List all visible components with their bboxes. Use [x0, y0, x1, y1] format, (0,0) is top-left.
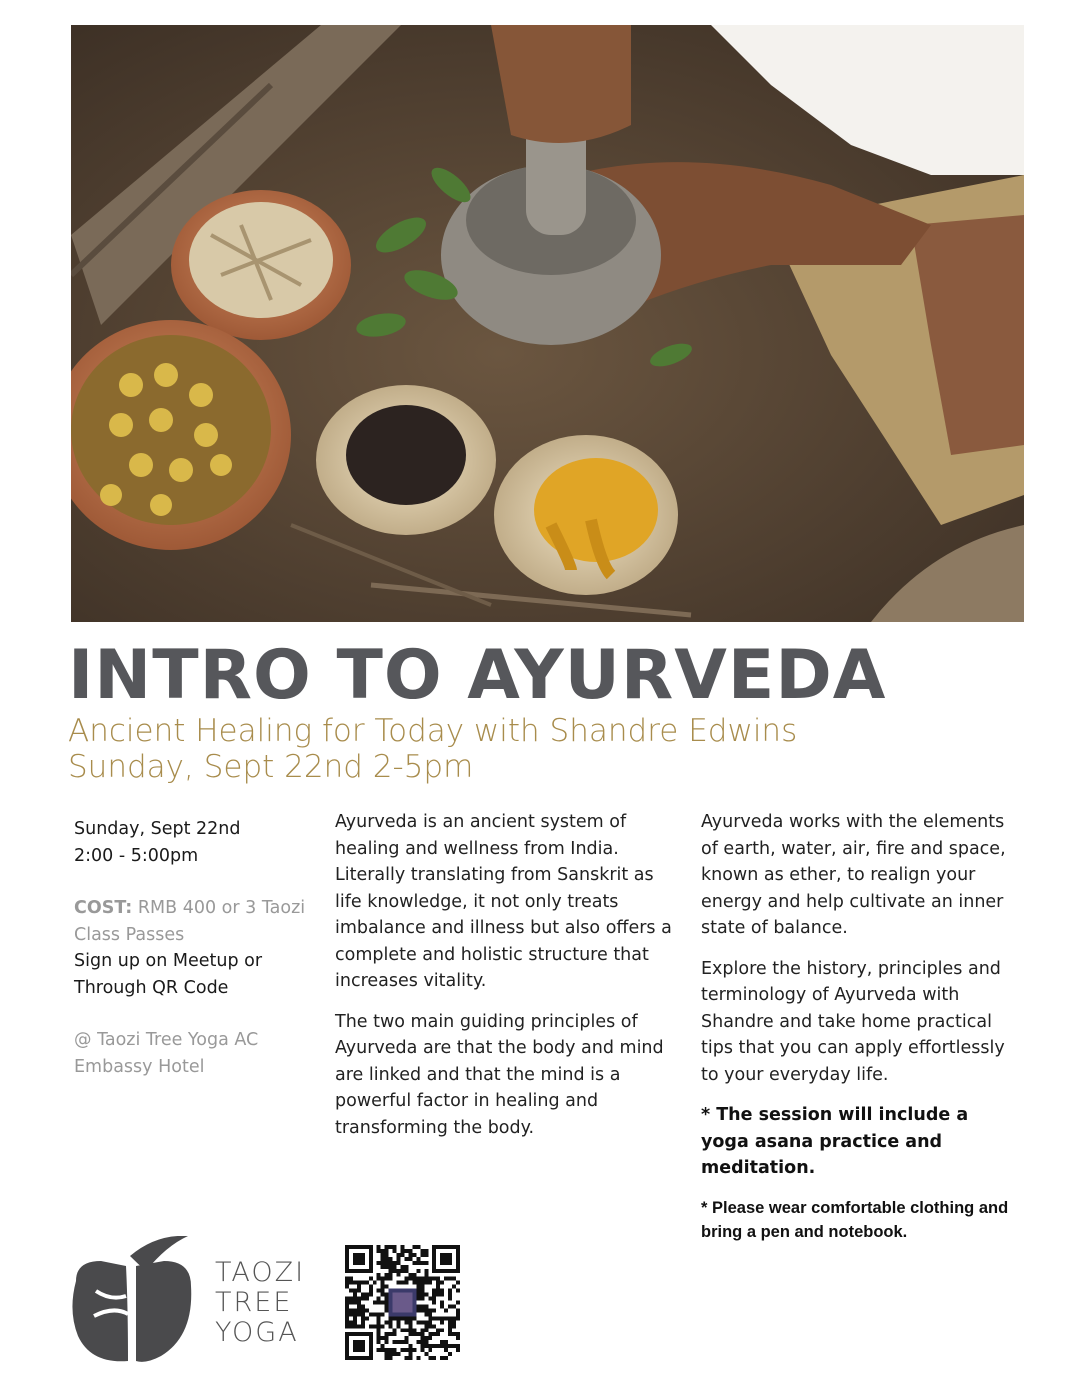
subtitle-host-line: Ancient Healing for Today with Shandre Edwins: [68, 713, 798, 749]
page-title: INTRO TO AYURVEDA: [68, 636, 887, 715]
event-date: Sunday, Sept 22nd: [74, 819, 241, 839]
description-paragraph: Ayurveda works with the elements of earth, water, air, fire and space, known as ether, to realign your energy and help cultivate an inner state of balance.: [701, 812, 1006, 938]
session-note: * The session will include a yoga asana practice and meditation.: [701, 1105, 969, 1178]
event-time: 2:00 - 5:00pm: [74, 845, 199, 866]
cost-value: RMB 400 or 3 Taozi Class Passes: [74, 898, 306, 945]
hero-photo: [71, 25, 1024, 622]
description-column-2: [701, 809, 1011, 1258]
event-location: @ Taozi Tree Yoga AC Embassy Hotel: [74, 1030, 259, 1077]
signup-info: Sign up on Meetup or Through QR Code: [74, 951, 263, 998]
event-details: [74, 816, 324, 1080]
description-column-1: [335, 809, 685, 1155]
brand-line: YOGA: [215, 1317, 299, 1348]
brand-line: TAOZI: [215, 1257, 306, 1288]
description-paragraph: Ayurveda is an ancient system of healing and wellness from India. Literally translating from Sanskrit as life knowledge, it not only treats imbalance and illness but also offers a complete and holistic structure that increases vitality.: [335, 812, 672, 991]
description-paragraph: Explore the history, principles and terminology of Ayurveda with Shandre and take home practical tips that you can apply effortlessly to your everyday life.: [701, 958, 1005, 1085]
cost-label: COST:: [74, 898, 133, 918]
subtitle: [68, 713, 797, 785]
subtitle-date-line: Sunday, Sept 22nd 2-5pm: [68, 749, 474, 785]
qr-code[interactable]: [345, 1245, 460, 1360]
taozi-logo-icon: [66, 1236, 196, 1366]
bring-note: * Please wear comfortable clothing and bring a pen and notebook.: [701, 1198, 1009, 1241]
event-cost: [74, 895, 324, 948]
brand-wordmark: [215, 1258, 325, 1348]
description-paragraph: The two main guiding principles of Ayurveda are that the body and mind are linked and that the mind is a powerful factor in healing and transforming the body.: [335, 1011, 664, 1138]
brand-line: TREE: [215, 1287, 293, 1318]
